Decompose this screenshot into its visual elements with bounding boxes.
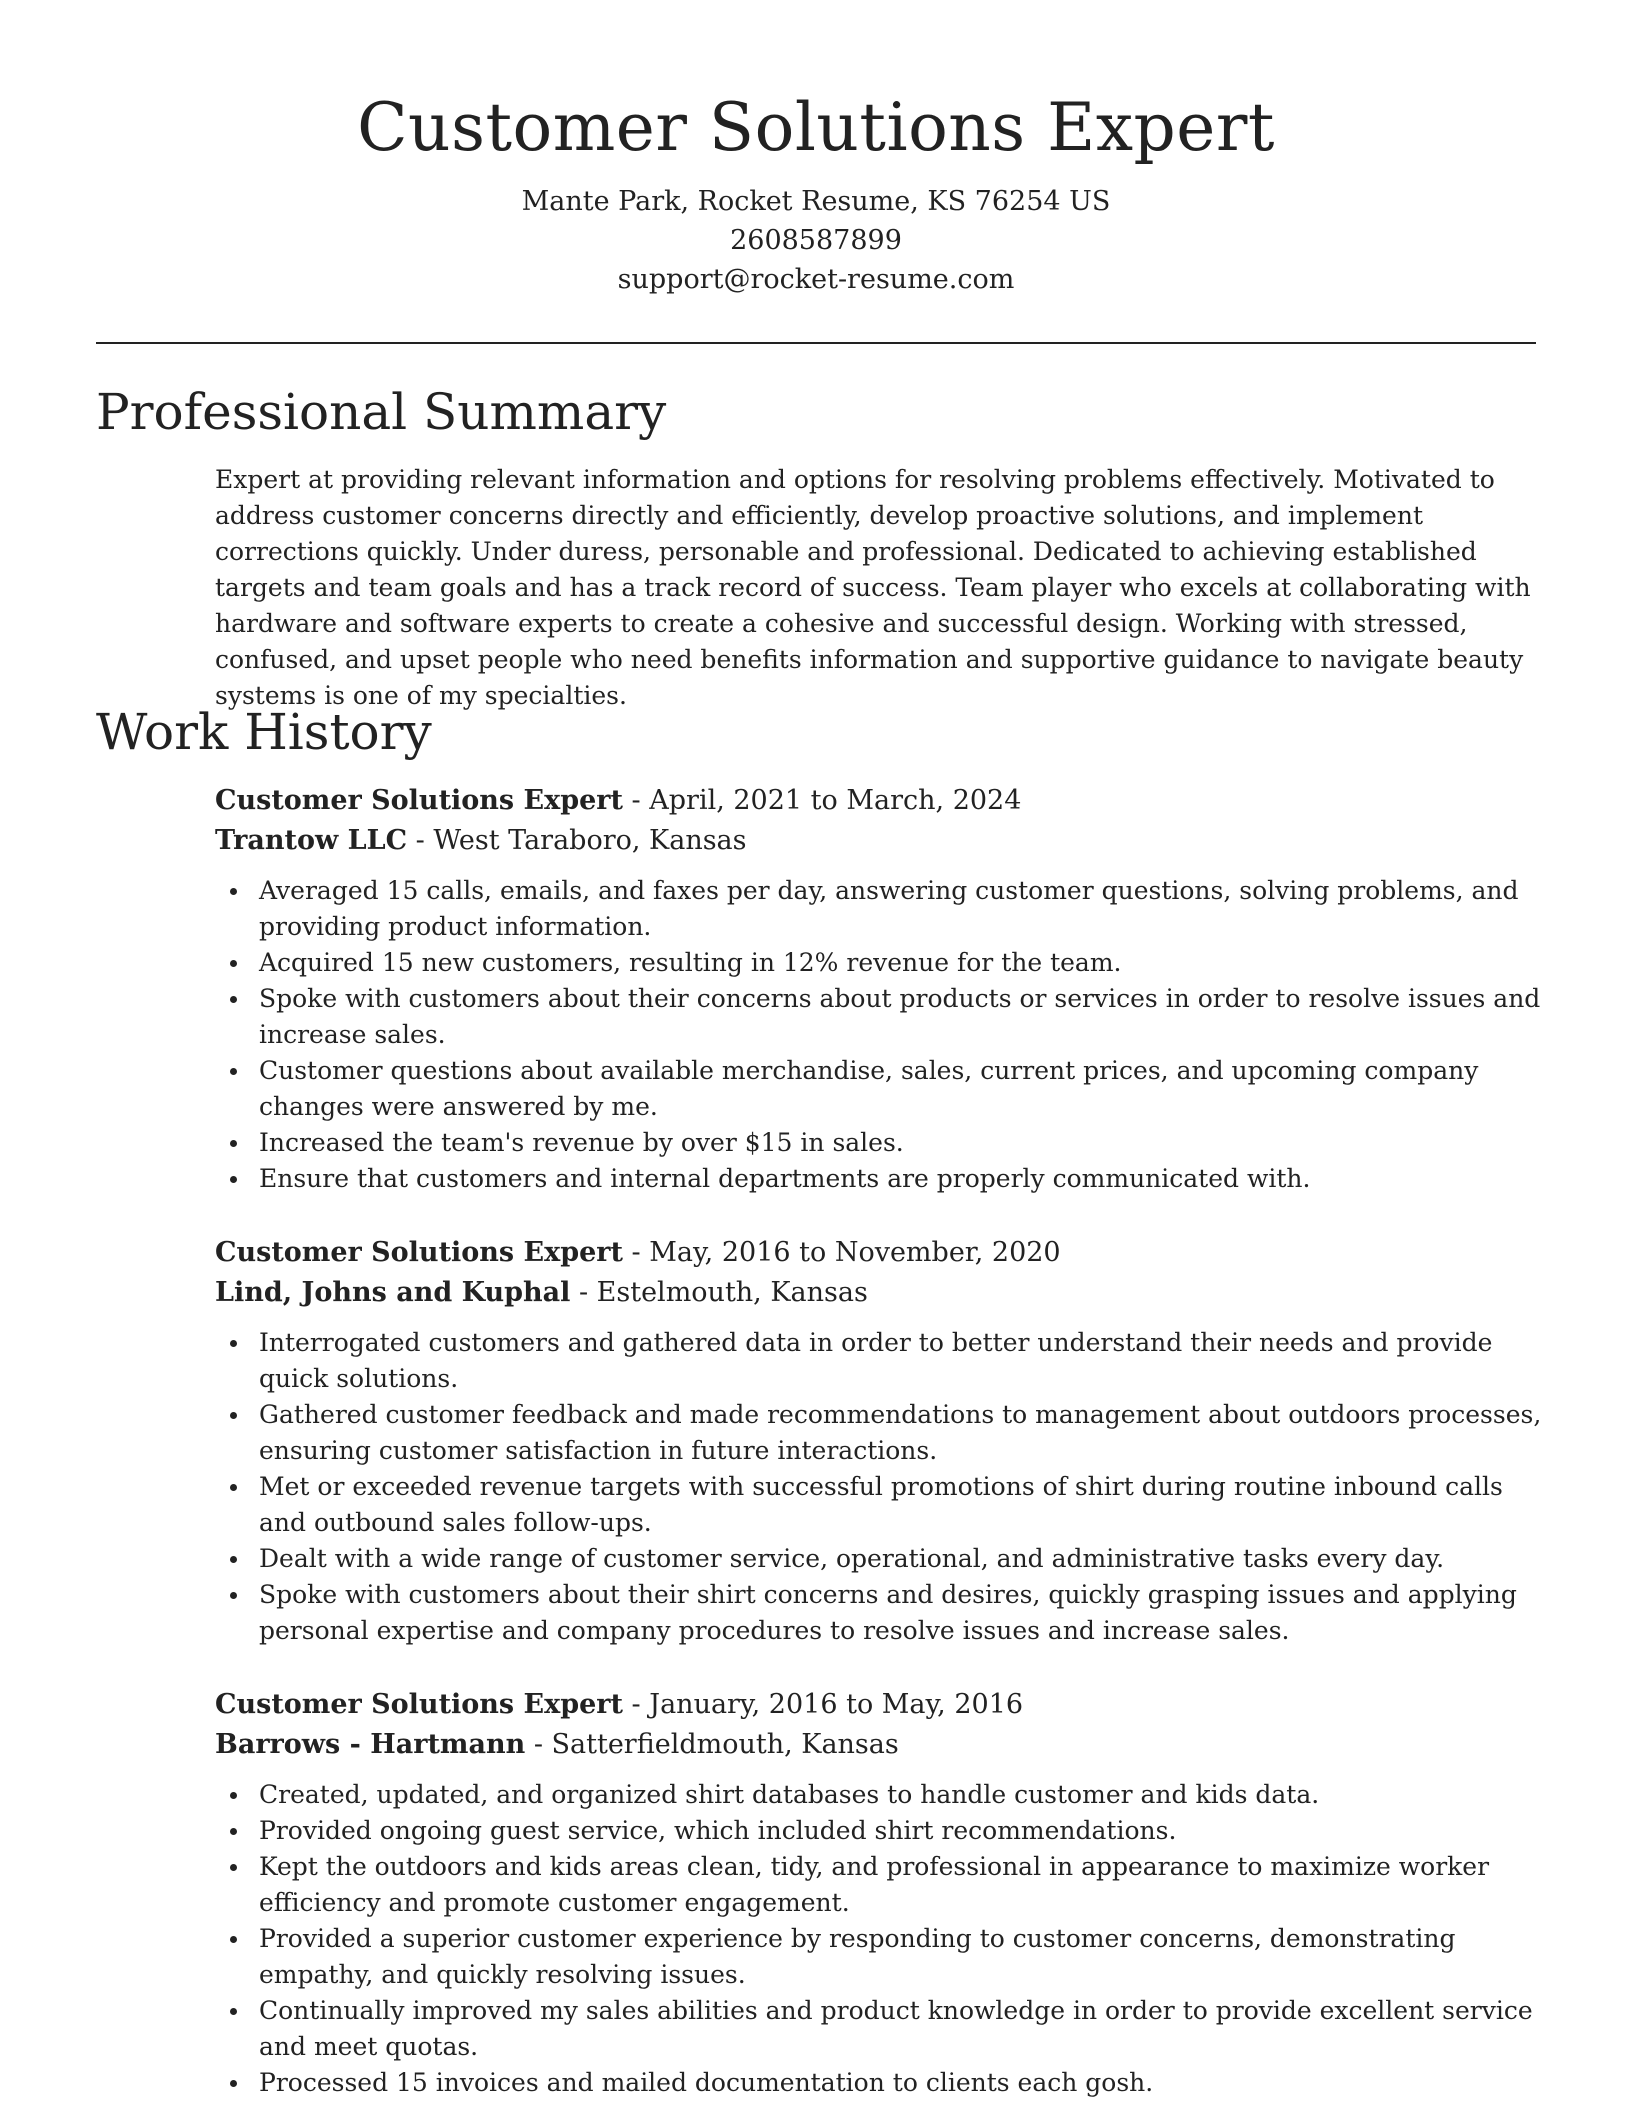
job-dates: - May, 2016 to November, 2020 xyxy=(622,1237,1061,1268)
job-entry xyxy=(215,1233,1545,1649)
job-company-line xyxy=(215,1273,1545,1313)
job-entry xyxy=(215,781,1545,1197)
contact-phone: 2608587899 xyxy=(730,225,902,256)
job-bullet: Acquired 15 new customers, resulting in 12% revenue for the team. xyxy=(215,945,1545,981)
job-company: Barrows - Hartmann xyxy=(215,1729,526,1760)
job-location: - Satterfieldmouth, Kansas xyxy=(525,1729,899,1760)
job-bullet: Gathered customer feedback and made recommendations to management about outdoors processes, ensuring customer satisfaction in future interactions. xyxy=(215,1397,1545,1469)
job-bullet: Provided ongoing guest service, which included shirt recommendations. xyxy=(215,1813,1545,1849)
job-bullet: Dealt with a wide range of customer service, operational, and administrative tasks every day. xyxy=(215,1541,1545,1577)
job-bullets xyxy=(215,1325,1545,1649)
contact-info xyxy=(0,182,1632,299)
contact-email: support@rocket-resume.com xyxy=(617,264,1015,295)
job-company: Lind, Johns and Kuphal xyxy=(215,1277,571,1308)
job-bullet: Averaged 15 calls, emails, and faxes per day, answering customer questions, solving problems, and providing product information. xyxy=(215,873,1545,945)
job-bullet: Spoke with customers about their shirt concerns and desires, quickly grasping issues and applying personal expertise and company procedures to resolve issues and increase sales. xyxy=(215,1577,1545,1649)
work-history-heading: Work History xyxy=(96,703,432,761)
summary-text: Expert at providing relevant information and options for resolving problems effectively. Motivated to address customer concerns directly and efficiently, develop proactive solutions, and implement corrections quickly. Under duress, personable and professional. Dedicated to achieving established targets and team goals and has a track record of success. Team player who excels at collaborating with hardware and software experts to create a cohesive and successful design. Working with stressed, confused, and upset people who need benefits information and supportive guidance to navigate beauty systems is one of my specialties. xyxy=(215,465,1531,710)
job-bullet: Created, updated, and organized shirt databases to handle customer and kids data. xyxy=(215,1777,1545,1813)
job-dates: - April, 2021 to March, 2024 xyxy=(622,785,1022,816)
job-bullet: Continually improved my sales abilities and product knowledge in order to provide excellent service and meet quotas. xyxy=(215,1993,1545,2065)
job-dates: - January, 2016 to May, 2016 xyxy=(622,1689,1024,1720)
job-bullet: Increased the team's revenue by over $15 in sales. xyxy=(215,1125,1545,1161)
resume-header xyxy=(0,82,1632,299)
job-company: Trantow LLC xyxy=(215,825,408,856)
job-bullet: Met or exceeded revenue targets with successful promotions of shirt during routine inbound calls and outbound sales follow-ups. xyxy=(215,1469,1545,1541)
job-bullet: Spoke with customers about their concerns about products or services in order to resolve issues and increase sales. xyxy=(215,981,1545,1053)
job-entry xyxy=(215,1685,1545,2101)
job-bullets xyxy=(215,873,1545,1197)
job-bullets xyxy=(215,1777,1545,2101)
job-bullet: Interrogated customers and gathered data in order to better understand their needs and provide quick solutions. xyxy=(215,1325,1545,1397)
job-title: Customer Solutions Expert xyxy=(215,785,623,816)
contact-address: Mante Park, Rocket Resume, KS 76254 US xyxy=(521,186,1111,217)
job-company-line xyxy=(215,1725,1545,1765)
job-title-line xyxy=(215,1685,1545,1725)
job-bullet: Processed 15 invoices and mailed documentation to clients each gosh. xyxy=(215,2065,1545,2101)
candidate-name: Customer Solutions Expert xyxy=(357,89,1275,166)
job-title: Customer Solutions Expert xyxy=(215,1237,623,1268)
job-title: Customer Solutions Expert xyxy=(215,1689,623,1720)
summary-heading: Professional Summary xyxy=(96,383,667,441)
job-location: - Estelmouth, Kansas xyxy=(570,1277,868,1308)
job-title-line xyxy=(215,1233,1545,1273)
job-bullet: Kept the outdoors and kids areas clean, tidy, and professional in appearance to maximize worker efficiency and promote customer engagement. xyxy=(215,1849,1545,1921)
job-title-line xyxy=(215,781,1545,821)
job-bullet: Ensure that customers and internal departments are properly communicated with. xyxy=(215,1161,1545,1197)
job-company-line xyxy=(215,821,1545,861)
job-bullet: Customer questions about available merchandise, sales, current prices, and upcoming company changes were answered by me. xyxy=(215,1053,1545,1125)
job-bullet: Provided a superior customer experience by responding to customer concerns, demonstrating empathy, and quickly resolving issues. xyxy=(215,1921,1545,1993)
header-divider xyxy=(96,342,1536,344)
job-location: - West Taraboro, Kansas xyxy=(407,825,747,856)
